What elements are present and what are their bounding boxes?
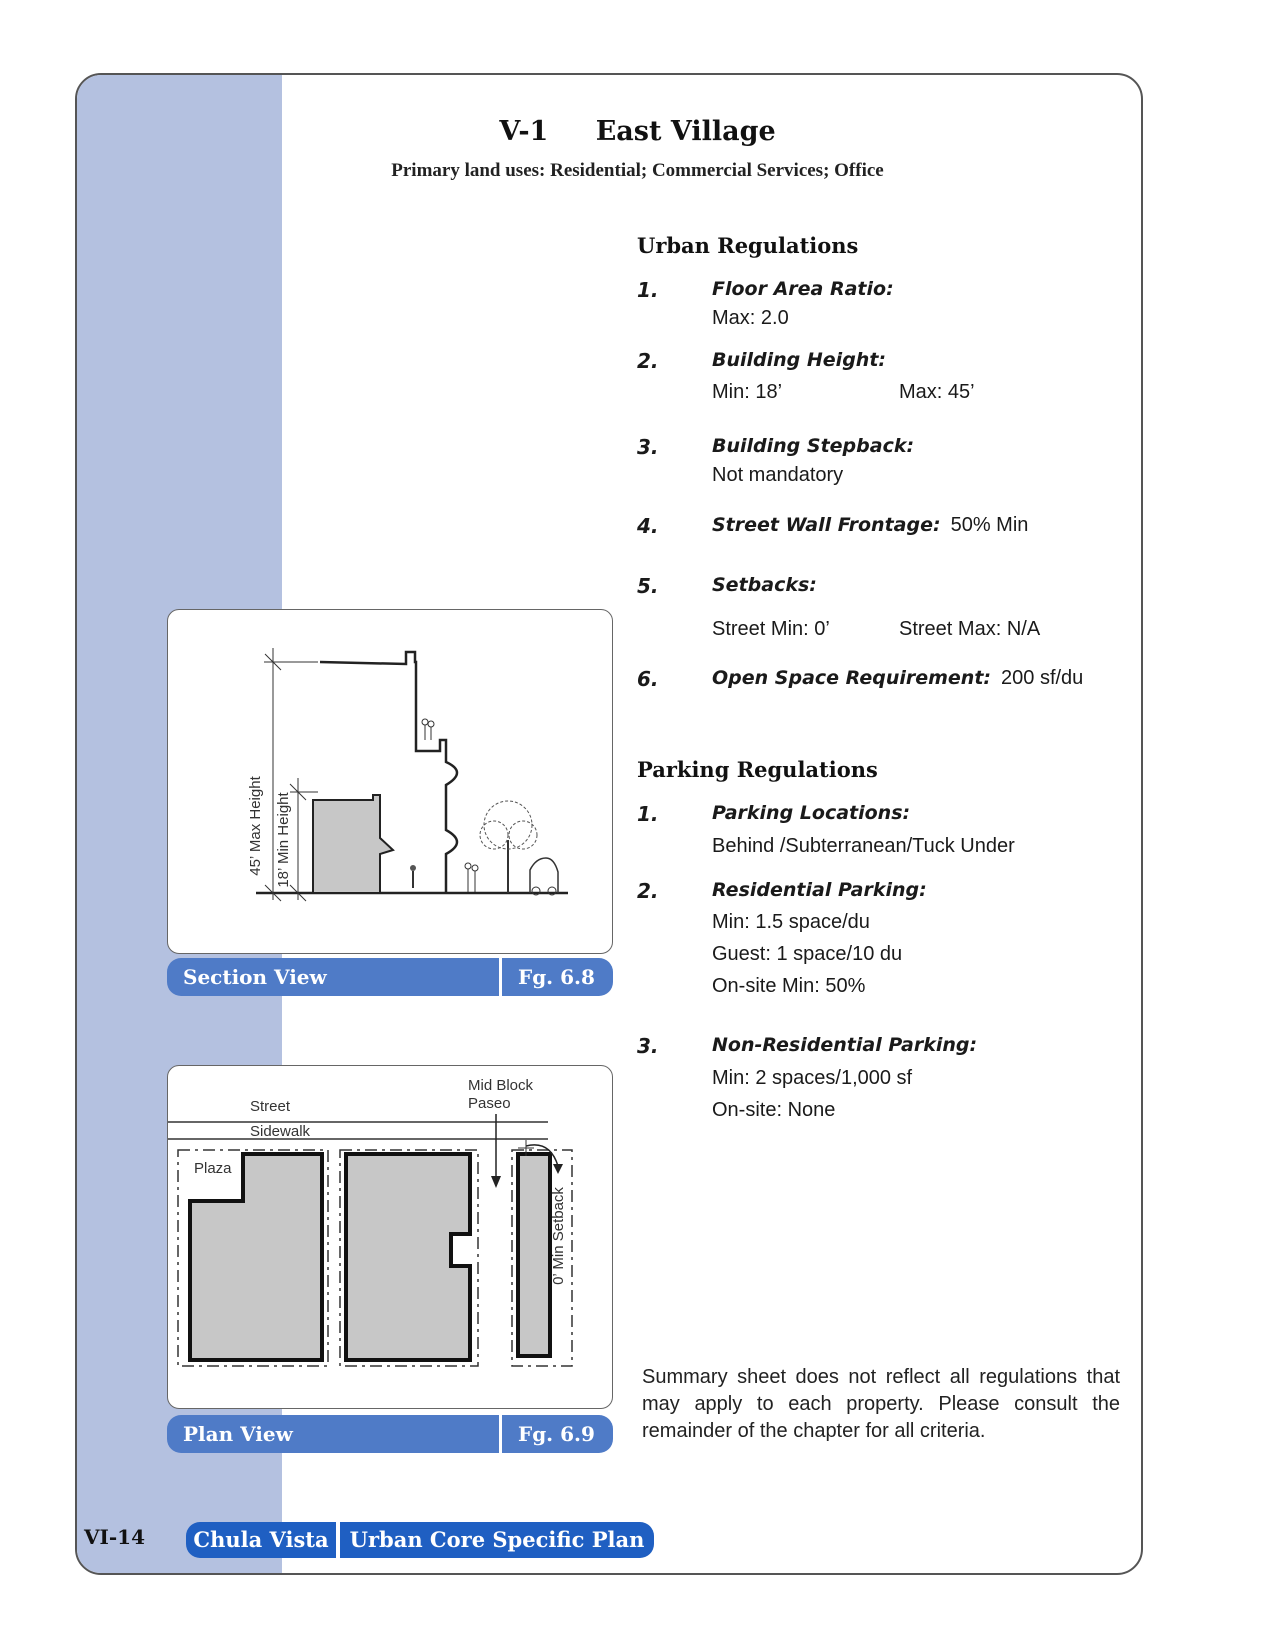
- reg-label: [712, 514, 1028, 537]
- reg-value: Guest: 1 space/10 du: [712, 943, 903, 965]
- reg-number: 4.: [637, 514, 659, 538]
- min-height-label: 18’ Min Height: [275, 792, 292, 888]
- reg-label: Building Stepback:: [712, 435, 915, 457]
- page-title: [0, 116, 1275, 147]
- reg-value-min: Street Min: 0’: [712, 618, 830, 640]
- plaza-label: Plaza: [194, 1160, 232, 1177]
- max-height-label: 45’ Max Height: [247, 776, 264, 876]
- reg-value: Behind /Subterranean/Tuck Under: [712, 835, 1015, 857]
- reg-number: 2.: [637, 349, 659, 373]
- section-view-drawing: [168, 610, 613, 954]
- reg-number: 1.: [637, 802, 659, 826]
- parking-regulations-heading: Parking Regulations: [637, 757, 878, 782]
- reg-value: Not mandatory: [712, 464, 844, 486]
- reg-number: 3.: [637, 435, 659, 459]
- reg-value: On-site Min: 50%: [712, 975, 866, 997]
- reg-value-min: Min: 18’: [712, 381, 783, 403]
- section-view-figure: [167, 609, 613, 954]
- section-view-caption: Section View: [167, 958, 499, 996]
- reg-number: 1.: [637, 278, 659, 302]
- reg-value: Max: 2.0: [712, 307, 789, 329]
- urban-regulations-heading: Urban Regulations: [637, 233, 859, 258]
- plan-view-figure: [167, 1065, 613, 1409]
- street-label: Street: [250, 1098, 291, 1115]
- reg-value-max: Street Max: N/A: [899, 618, 1041, 640]
- paseo-label-2: Paseo: [468, 1095, 511, 1112]
- reg-label: Building Height:: [712, 349, 886, 371]
- reg-number: 2.: [637, 879, 659, 903]
- plan-view-caption-bar: [167, 1415, 613, 1453]
- page-number: VI-14: [84, 1525, 146, 1549]
- reg-label: Setbacks:: [712, 574, 817, 596]
- primary-land-uses: Primary land uses: Residential; Commercial Services; Office: [391, 160, 884, 181]
- footer-city-tab: Chula Vista: [186, 1522, 336, 1558]
- reg-value: Min: 2 spaces/1,000 sf: [712, 1067, 913, 1089]
- plan-view-fig-number: Fg. 6.9: [502, 1415, 613, 1453]
- sidewalk-label: Sidewalk: [250, 1123, 311, 1140]
- district-name: East Village: [595, 116, 776, 147]
- reg-value: 50% Min: [950, 514, 1029, 536]
- reg-number: 3.: [637, 1034, 659, 1058]
- section-view-fig-number: Fg. 6.8: [502, 958, 613, 996]
- reg-label: [712, 667, 1083, 690]
- setback-label: 0’ Min Setback: [550, 1187, 567, 1285]
- district-code: V-1: [499, 116, 549, 147]
- plan-view-caption: Plan View: [167, 1415, 499, 1453]
- reg-value: Min: 1.5 space/du: [712, 911, 870, 933]
- reg-label-text: Street Wall Frontage:: [712, 514, 941, 536]
- reg-label: Floor Area Ratio:: [712, 278, 894, 300]
- paseo-label-1: Mid Block: [468, 1077, 534, 1094]
- reg-value-max: Max: 45’: [899, 381, 975, 403]
- reg-label-text: Open Space Requirement:: [712, 667, 992, 689]
- reg-label: Parking Locations:: [712, 802, 911, 824]
- reg-label: Residential Parking:: [712, 879, 927, 901]
- reg-value: 200 sf/du: [1001, 667, 1084, 689]
- plan-view-drawing: [168, 1066, 613, 1409]
- reg-number: 5.: [637, 574, 659, 598]
- reg-value: On-site: None: [712, 1099, 836, 1121]
- footer-plan-tab: Urban Core Specific Plan: [340, 1522, 654, 1558]
- summary-note: Summary sheet does not reflect all regulations that may apply to each property. Please consult the remainder of the chapter for all criteria.: [642, 1366, 1120, 1442]
- reg-number: 6.: [637, 667, 659, 691]
- reg-label: Non-Residential Parking:: [712, 1034, 978, 1056]
- section-view-caption-bar: [167, 958, 613, 996]
